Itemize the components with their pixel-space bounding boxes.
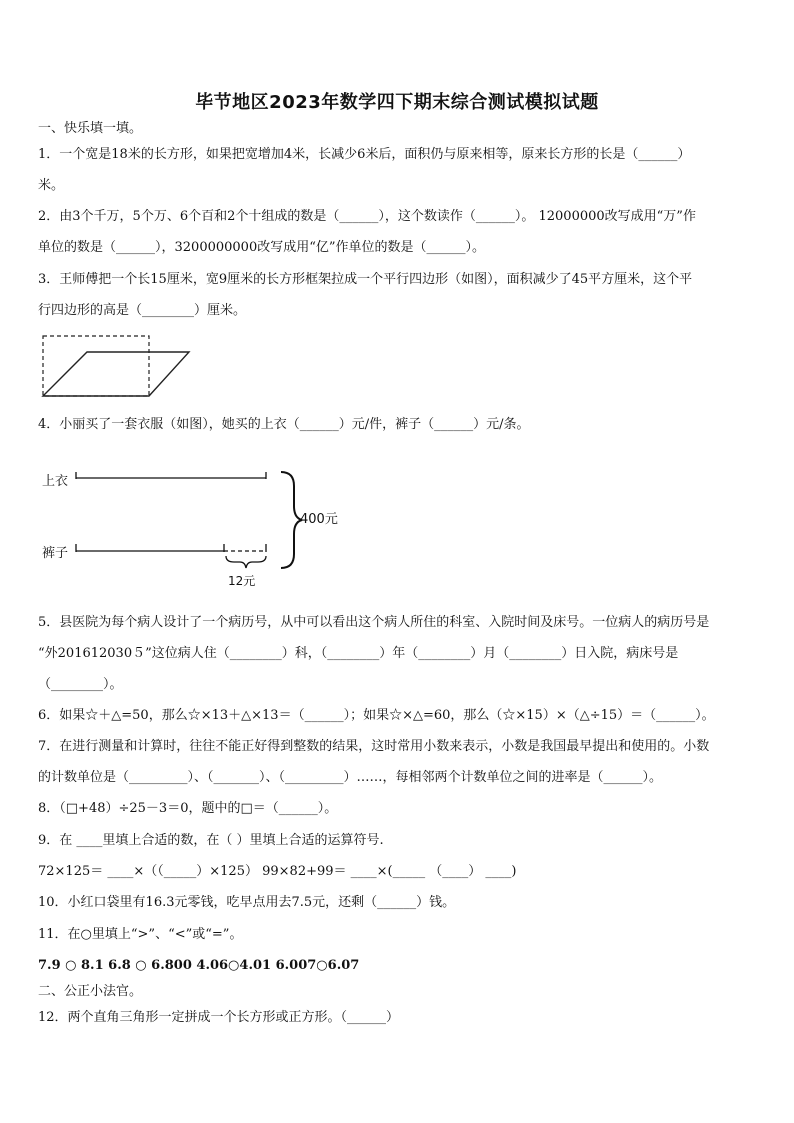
section-heading-true-false: 二、公正小法官。 <box>38 984 143 999</box>
page-title: 毕节地区2023年数学四下期末综合测试模拟试题 <box>195 92 599 113</box>
section-heading-fill-blanks: 一、快乐填一填。 <box>38 121 143 136</box>
question-9-line-1: 9．在 ____里填上合适的数，在（ ）里填上合适的运算符号. <box>38 833 384 848</box>
pants-segment <box>76 544 266 552</box>
label-pants: 裤子 <box>42 546 69 561</box>
question-5-line-1: 5．县医院为每个病人设计了一个病历号，从中可以看出这个病人所住的科室、入院时间及床号。一位病人的病历号是 <box>38 615 710 630</box>
label-shirt: 上衣 <box>42 474 69 489</box>
shirt-segment <box>76 472 266 479</box>
dashed-rectangle <box>43 336 149 396</box>
label-difference: 12元 <box>228 574 256 588</box>
question-5-line-2: “外201612030５”这位病人住（________）科，（________）年（________）月（________）日入院，病床号是 <box>38 646 679 661</box>
question-2-line-1: 2．由3个千万，5个万、6个百和2个十组成的数是（______），这个数读作（______）。 12000000改写成用“万”作 <box>38 209 696 224</box>
question-4-line-1: 4．小丽买了一套衣服（如图），她买的上衣（______）元/件，裤子（______）元/条。 <box>38 417 530 432</box>
question-9-line-2: 72×125＝ ____×（（_____）×125） 99×82+99＝ ____×(_____ （____） ____) <box>38 864 517 879</box>
question-6-line-1: 6．如果☆＋△=50，那么☆×13＋△×13＝（______）；如果☆×△=60，那么（☆×15）×（△÷15）＝（______）。 <box>38 708 715 723</box>
rectangle-parallelogram-figure <box>38 332 198 402</box>
question-1-line-1: 1．一个宽是18米的长方形，如果把宽增加4米，长减少6米后，面积仍与原来相等，原来长方形的长是（______） <box>38 147 691 162</box>
segment-lines <box>38 462 358 594</box>
label-total: 400元 <box>300 512 338 527</box>
question-3-line-1: 3．王师傅把一个长15厘米，宽9厘米的长方形框架拉成一个平行四边形（如图），面积减少了45平方厘米，这个平 <box>38 272 693 287</box>
question-1-line-2: 米。 <box>38 178 65 193</box>
difference-brace <box>226 556 266 568</box>
question-7-line-1: 7．在进行测量和计算时，往往不能正好得到整数的结果，这时常用小数来表示，小数是我国最早提出和使用的。小数 <box>38 739 710 754</box>
question-12-line-1: 12．两个直角三角形一定拼成一个长方形或正方形。（______） <box>38 1010 400 1025</box>
question-11-line-1: 11．在○里填上“>”、“<”或“=”。 <box>38 927 243 942</box>
total-brace <box>281 472 302 568</box>
question-5-line-3: （________）。 <box>38 677 123 692</box>
question-2-line-2: 单位的数是（______），3200000000改写成用“亿”作单位的数是（______）。 <box>38 240 486 255</box>
question-8-line-1: 8．（□+48）÷25－3＝0，题中的□＝（______）。 <box>38 801 338 816</box>
question-11-line-2: 7.9 ○ 8.1 6.8 ○ 6.800 4.06○4.01 6.007○6.07 <box>38 958 360 973</box>
question-7-line-2: 的计数单位是（_________）、（_______）、（_________）……，每相邻两个计数单位之间的进率是（______）。 <box>38 770 663 785</box>
segment-diagram <box>38 462 358 594</box>
question-10-line-1: 10．小红口袋里有16.3元零钱，吃早点用去7.5元，还剩（______）钱。 <box>38 895 456 910</box>
question-3-line-2: 行四边形的高是（________）厘米。 <box>38 303 247 318</box>
parallelogram <box>43 352 189 396</box>
